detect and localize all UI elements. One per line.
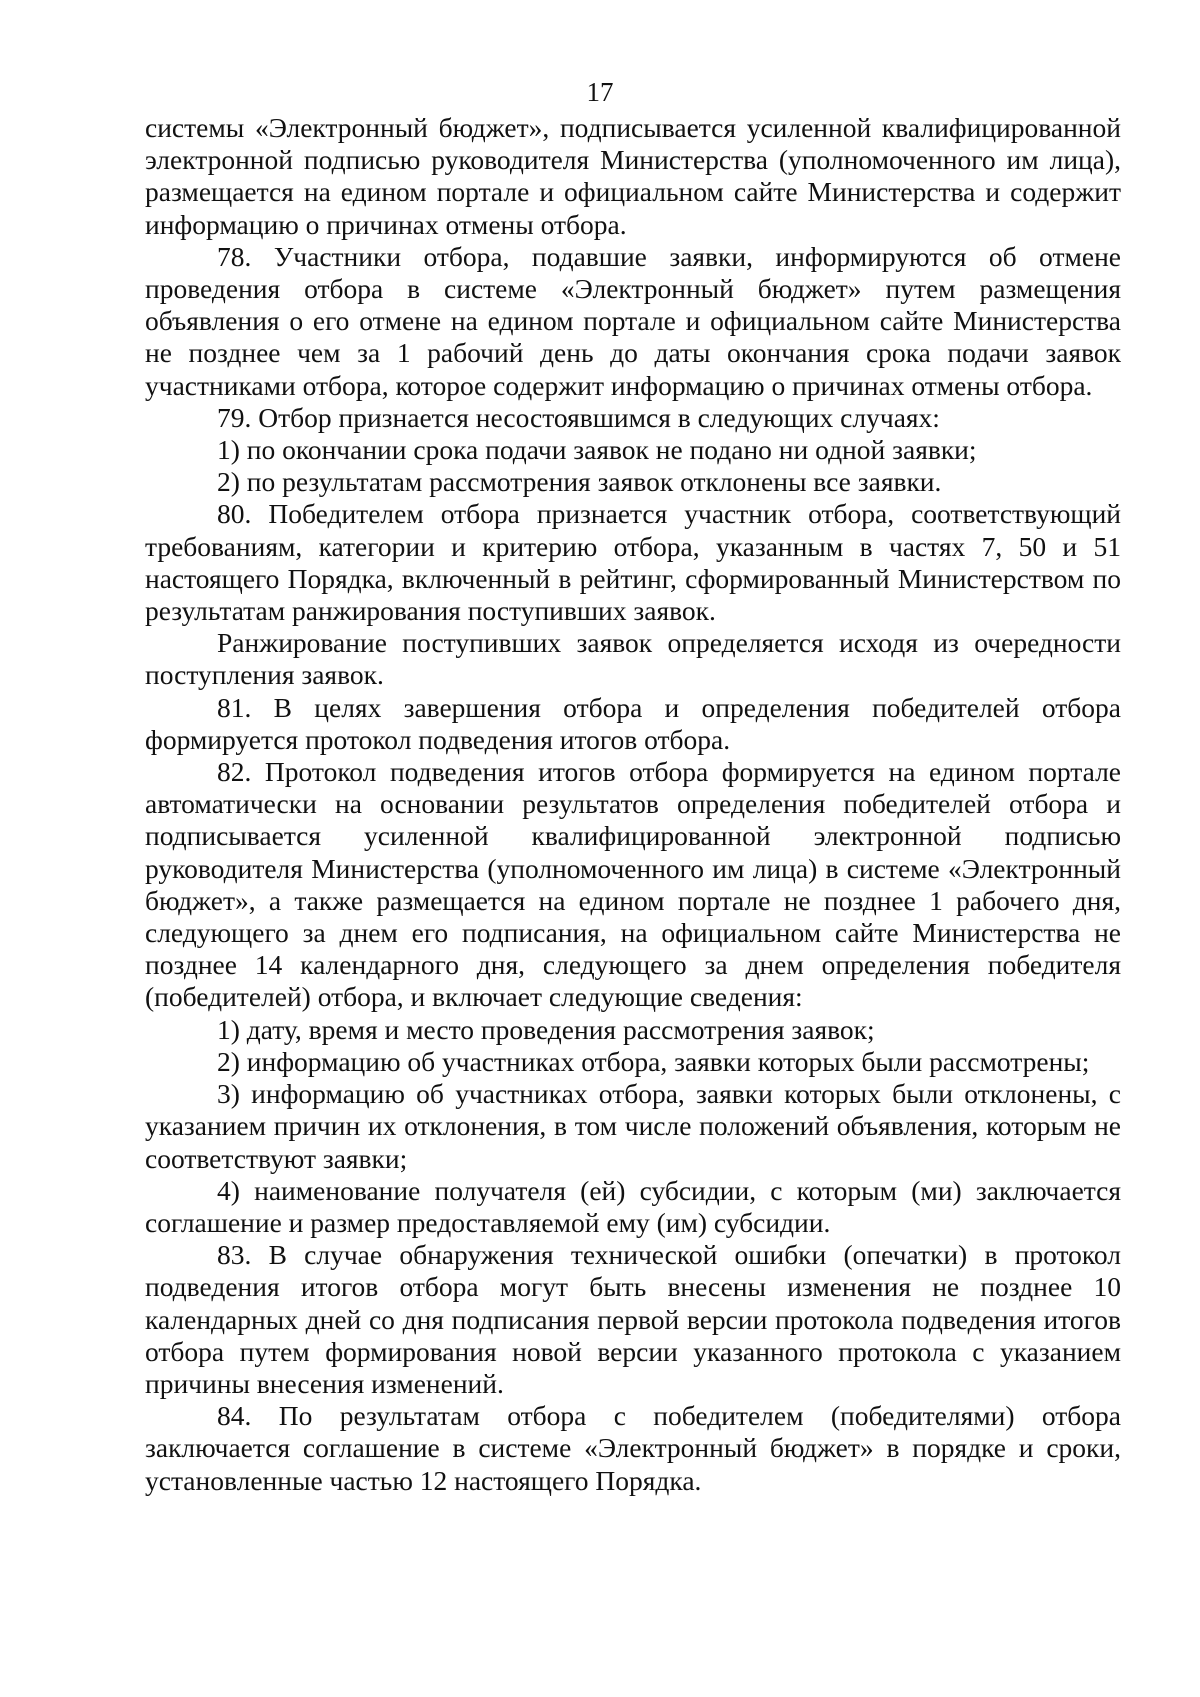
document-body xyxy=(145,112,1121,1497)
paragraph-78: 78. Участники отбора, подавшие заявки, информируются об отмене проведения отбора в системе «Электронный бюджет» путем размещения объявления о его отмене на едином портале и официальном сайте Министерства не позднее чем за 1 рабочий день до даты окончания срока подачи заявок участниками отбора, которое содержит информацию о причинах отмены отбора. xyxy=(145,240,1121,401)
paragraph-82: 82. Протокол подведения итогов отбора формируется на едином портале автоматически на основании результатов определения победителей отбора и подписывается усиленной квалифицированной электронной подписью руководителя Министерства (уполномоченного им лица) в системе «Электронный бюджет», а также размещается на едином портале не позднее 1 рабочего дня, следующего за днем его подписания, на официальном сайте Министерства не позднее 14 календарного дня, следующего за днем определения победителя (победителей) отбора, и включает следующие сведения: xyxy=(145,756,1121,1013)
paragraph-continuation: системы «Электронный бюджет», подписывается усиленной квалифицированной электронной подписью руководителя Министерства (уполномоченного им лица), размещается на едином портале и официальном сайте Министерства и содержит информацию о причинах отмены отбора. xyxy=(145,112,1121,240)
paragraph-83: 83. В случае обнаружения технической ошибки (опечатки) в протокол подведения итогов отбора могут быть внесены изменения не позднее 10 календарных дней со дня подписания первой версии протокола подведения итогов отбора путем формирования новой версии указанного протокола с указанием причины внесения изменений. xyxy=(145,1239,1121,1399)
paragraph-80-ranking: Ранжирование поступивших заявок определяется исходя из очередности поступления заявок. xyxy=(145,627,1121,691)
paragraph-79: 79. Отбор признается несостоявшимся в следующих случаях: xyxy=(217,401,940,433)
page-number: 17 xyxy=(586,77,614,107)
paragraph-82-item-1: 1) дату, время и место проведения рассмотрения заявок; xyxy=(217,1013,875,1045)
paragraph-82-item-4: 4) наименование получателя (ей) субсидии, с которым (ми) заключается соглашение и размер предоставляемой ему (им) субсидии. xyxy=(145,1174,1121,1238)
paragraph-82-item-3: 3) информацию об участниках отбора, заявки которых были отклонены, с указанием причин их отклонения, в том числе положений объявления, которым не соответствуют заявки; xyxy=(145,1078,1121,1174)
paragraph-81: 81. В целях завершения отбора и определения победителей отбора формируется протокол подведения итогов отбора. xyxy=(145,691,1121,755)
paragraph-79-item-1: 1) по окончании срока подачи заявок не подано ни одной заявки; xyxy=(217,434,977,466)
paragraph-84: 84. По результатам отбора с победителем (победителями) отбора заключается соглашение в системе «Электронный бюджет» в порядке и сроки, установленные частью 12 настоящего Порядка. xyxy=(145,1400,1121,1496)
paragraph-80: 80. Победителем отбора признается участник отбора, соответствующий требованиям, категории и критерию отбора, указанным в частях 7, 50 и 51 настоящего Порядка, включенный в рейтинг, сформированный Министерством по результатам ранжирования поступивших заявок. xyxy=(145,498,1121,627)
paragraph-82-item-2: 2) информацию об участниках отбора, заявки которых были рассмотрены; xyxy=(217,1045,1090,1077)
paragraph-79-item-2: 2) по результатам рассмотрения заявок отклонены все заявки. xyxy=(217,466,942,498)
